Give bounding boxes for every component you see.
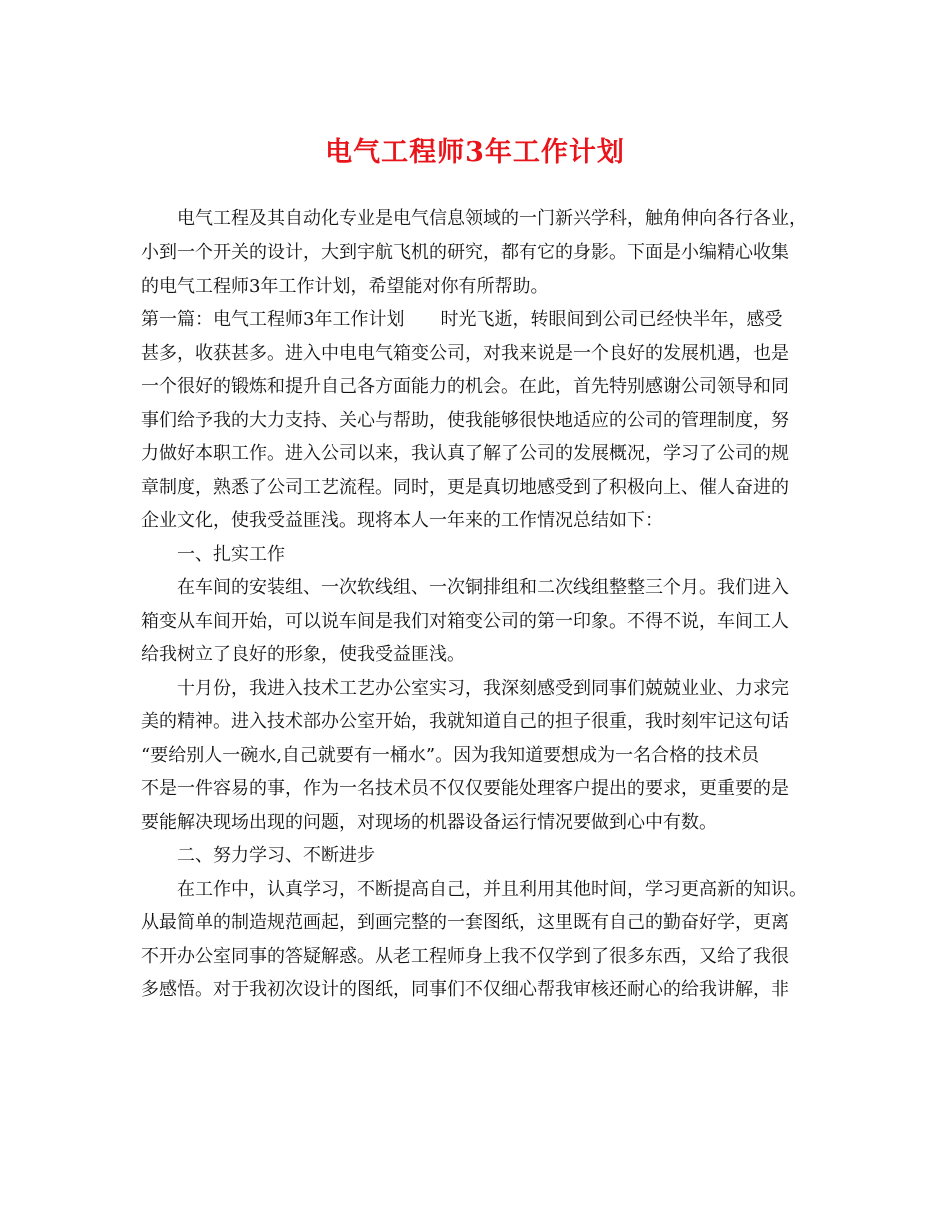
text-line: 从最简单的制造规范画起，到画完整的一套图纸，这里既有自己的勤奋好学，更离: [141, 912, 789, 933]
text-line: 多感悟。对于我初次设计的图纸，同事们不仅细心帮我审核还耐心的给我讲解，非: [141, 979, 789, 1000]
text-line: 一个很好的锻炼和提升自己各方面能力的机会。在此，首先特别感谢公司领导和同: [141, 376, 789, 397]
text-line: 企业文化，使我受益匪浅。现将本人一年来的工作情况总结如下：: [141, 510, 663, 531]
text-line: 要能解决现场出现的问题，对现场的机器设备运行情况要做到心中有数。: [141, 812, 717, 833]
text-line: 事们给予我的大力支持、关心与帮助，使我能够很快地适应的公司的管理制度，努: [141, 410, 789, 431]
text-line: 箱变从车间开始，可以说车间是我们对箱变公司的第一印象。不得不说，车间工人: [141, 611, 789, 632]
section-heading: 一、扎实工作: [177, 544, 285, 565]
text-line: 力做好本职工作。进入公司以来，我认真了解了公司的发展概况，学习了公司的规: [141, 443, 789, 464]
text-line: 的电气工程师3年工作计划，希望能对你有所帮助。: [141, 276, 549, 297]
text-line: 第一篇：电气工程师3年工作计划 时光飞逝，转眼间到公司已经快半年，感受: [141, 309, 783, 330]
text-line: 给我树立了良好的形象，使我受益匪浅。: [141, 644, 465, 665]
text-line: 不是一件容易的事，作为一名技术员不仅仅要能处理客户提出的要求，更重要的是: [141, 778, 789, 799]
text-line: 在车间的安装组、一次软线组、一次铜排组和二次线组整整三个月。我们进入: [177, 577, 789, 598]
document-title: 电气工程师3年工作计划: [325, 137, 625, 168]
text-line: 十月份，我进入技术工艺办公室实习，我深刻感受到同事们兢兢业业、力求完: [177, 678, 789, 699]
text-line: “要给别人一碗水,自己就要有一桶水”。因为我知道要想成为一名合格的技术员: [141, 745, 760, 766]
text-line: 小到一个开关的设计，大到宇航飞机的研究，都有它的身影。下面是小编精心收集: [141, 242, 789, 263]
text-line: 在工作中，认真学习，不断提高自己，并且利用其他时间，学习更高新的知识。: [177, 879, 807, 900]
text-line: 章制度，熟悉了公司工艺流程。同时，更是真切地感受到了积极向上、催人奋进的: [141, 477, 789, 498]
text-line: 不开办公室同事的答疑解惑。从老工程师身上我不仅学到了很多东西，又给了我很: [141, 946, 789, 967]
section-heading: 二、努力学习、不断进步: [177, 845, 375, 866]
text-line: 电气工程及其自动化专业是电气信息领域的一门新兴学科，触角伸向各行各业，: [177, 208, 807, 229]
text-line: 甚多，收获甚多。进入中电电气箱变公司，对我来说是一个良好的发展机遇，也是: [141, 343, 789, 364]
text-line: 美的精神。进入技术部办公室开始，我就知道自己的担子很重，我时刻牢记这句话: [141, 711, 789, 732]
